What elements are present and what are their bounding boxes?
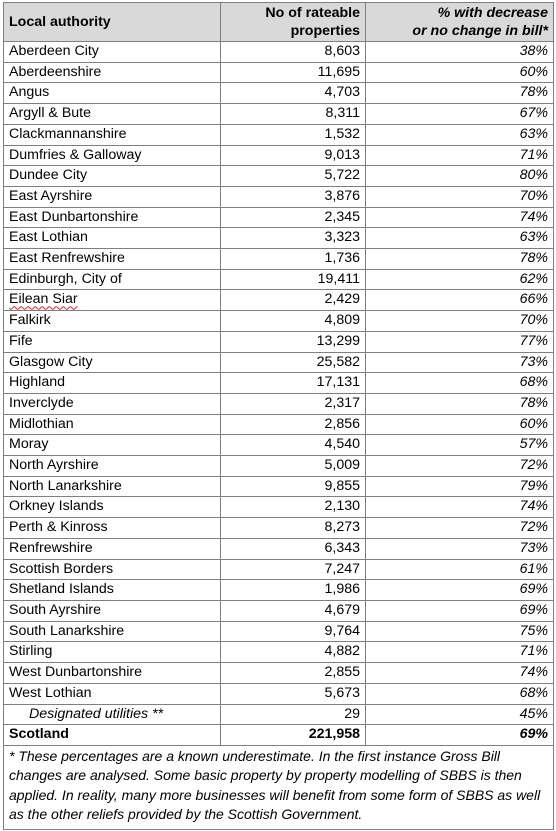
properties-cell [221,62,366,83]
pct-cell [366,228,554,249]
authority-cell-text: Moray [9,436,49,453]
pct-cell-text: 60% [519,63,548,80]
authority-cell-text: South Lanarkshire [9,622,125,639]
properties-cell [221,42,366,63]
pct-cell-text: 75% [519,622,548,639]
authority-cell-text: Glasgow City [9,353,93,370]
authority-cell-text: Midlothian [9,415,74,432]
authority-cell-text: Inverclyde [9,394,74,411]
properties-cell [221,497,366,518]
properties-cell-text: 2,130 [324,498,360,515]
authority-cell [4,331,221,352]
authority-cell-text: Highland [9,374,66,391]
pct-cell-text: 78% [519,84,548,101]
properties-cell-text: 5,722 [324,167,360,184]
properties-cell-text: 25,582 [316,353,360,370]
pct-cell [366,83,554,104]
properties-cell-text: 1,986 [324,581,360,598]
properties-cell [221,166,366,187]
authority-cell [4,476,221,497]
pct-cell-text: 57% [519,436,548,453]
header-pct-decrease: % with decrease or no change in bill* [366,3,554,42]
authority-cell [4,311,221,332]
pct-cell [366,476,554,497]
authority-cell [4,228,221,249]
authority-cell-text: Edinburgh, City of [9,270,122,287]
pct-cell [366,600,554,621]
table-row [4,435,554,456]
properties-cell-text: 8,603 [324,43,360,59]
properties-cell [221,663,366,684]
properties-cell [221,207,366,228]
properties-cell-text: 1,736 [324,250,360,267]
header-rateable-properties: No of rateable properties [221,3,366,42]
authority-cell-text: Aberdeenshire [9,63,102,80]
authority-cell-text: Aberdeen City [9,43,99,59]
properties-cell-text: 5,673 [324,684,360,701]
properties-cell [221,642,366,663]
pct-cell [366,497,554,518]
authority-cell [4,538,221,559]
authority-cell [4,683,221,704]
table-row [4,83,554,104]
authority-cell-text: North Ayrshire [9,457,99,474]
properties-cell [221,600,366,621]
authority-cell-text: North Lanarkshire [9,477,122,494]
properties-cell-text: 9,855 [324,477,360,494]
pct-cell [366,269,554,290]
authority-cell-text: Shetland Islands [9,581,114,598]
properties-cell [221,559,366,580]
table-row [4,166,554,187]
authority-cell [4,497,221,518]
authority-cell-text: West Lothian [9,684,92,701]
authority-cell [4,600,221,621]
table-row [4,414,554,435]
table-row [4,228,554,249]
pct-cell [366,518,554,539]
pct-cell [366,166,554,187]
properties-cell [221,311,366,332]
pct-cell [366,559,554,580]
pct-cell-text: 80% [519,167,548,184]
table-row [4,186,554,207]
properties-cell-text: 17,131 [316,374,360,391]
table-row [4,621,554,642]
table-row [4,124,554,145]
authority-cell-text: Eilean Siar [9,291,78,308]
table-row [4,538,554,559]
pct-cell [366,311,554,332]
authority-cell [4,124,221,145]
table-row [4,269,554,290]
properties-cell [221,518,366,539]
table-row [4,42,554,63]
properties-cell-text: 29 [344,705,360,722]
authority-cell-text: Angus [9,84,50,101]
properties-cell [221,538,366,559]
properties-cell [221,352,366,373]
properties-cell [221,435,366,456]
pct-cell [366,104,554,125]
footnote: * These percentages are a known underestimate. In the first instance Gross Bill changes are analysed. Some basic property by property modelling of SBBS is then applied. In reality, many more businesses will benefit from some form of SBBS as well as the other reliefs provided by the Scottish Government. [3,746,554,830]
properties-cell [221,249,366,270]
authority-cell [4,414,221,435]
pct-cell-text: 66% [519,291,548,308]
properties-cell [221,124,366,145]
authority-cell-text: Perth & Kinross [9,519,108,536]
pct-cell-text: 62% [519,270,548,287]
pct-cell-text: 78% [519,394,548,411]
pct-cell-text: 70% [519,187,548,204]
pct-cell-text: 74% [519,498,548,515]
pct-cell-text: 45% [519,705,548,722]
rates-table [3,2,554,746]
pct-cell [366,393,554,414]
properties-cell-text: 11,695 [317,63,360,80]
pct-cell-text: 74% [519,664,548,681]
properties-cell-text: 2,855 [324,664,360,681]
pct-cell-text: 74% [519,208,548,225]
pct-cell [366,124,554,145]
pct-cell-text: 60% [519,415,548,432]
authority-cell [4,83,221,104]
table-row [4,62,554,83]
pct-cell-text: 78% [519,250,548,267]
properties-cell-text: 9,764 [324,622,360,639]
authority-cell [4,725,221,746]
authority-cell-text: South Ayrshire [9,601,102,618]
authority-cell [4,642,221,663]
table-header-row [4,3,554,42]
pct-cell [366,352,554,373]
pct-cell [366,538,554,559]
table-body [4,42,554,746]
properties-cell [221,476,366,497]
pct-cell-text: 72% [519,519,548,536]
authority-cell-text: Falkirk [9,312,51,329]
properties-cell-text: 2,317 [324,394,360,411]
pct-cell-text: 68% [519,684,548,701]
properties-cell-text: 2,429 [324,291,360,308]
properties-cell-text: 5,009 [324,457,360,474]
properties-cell [221,186,366,207]
pct-cell [366,186,554,207]
table-row [4,393,554,414]
authority-cell-text: Stirling [9,643,53,660]
authority-cell [4,104,221,125]
authority-cell-text: Orkney Islands [9,498,104,515]
authority-cell [4,704,221,725]
authority-cell [4,435,221,456]
table-row [4,704,554,725]
properties-cell [221,83,366,104]
pct-cell [366,62,554,83]
pct-cell [366,580,554,601]
pct-cell [366,621,554,642]
properties-cell [221,393,366,414]
properties-cell [221,621,366,642]
table-row [4,104,554,125]
authority-cell [4,456,221,477]
table-row [4,249,554,270]
pct-cell-text: 63% [519,229,548,246]
authority-cell [4,663,221,684]
authority-cell-text: East Ayrshire [9,187,93,204]
table-row [4,352,554,373]
authority-cell [4,207,221,228]
pct-cell [366,435,554,456]
pct-cell-text: 38% [519,43,548,59]
pct-cell-text: 69% [519,601,548,618]
properties-cell-text: 4,679 [324,601,360,618]
authority-cell-text: Scottish Borders [9,560,114,577]
properties-cell [221,704,366,725]
pct-cell [366,42,554,63]
authority-cell-text: Argyll & Bute [9,105,92,122]
properties-cell-text: 19,411 [317,270,360,287]
pct-cell [366,249,554,270]
pct-cell-text: 73% [519,539,548,556]
authority-cell [4,559,221,580]
pct-cell-text: 63% [519,125,548,142]
authority-cell-text: Dumfries & Galloway [9,146,142,163]
properties-cell-text: 8,311 [325,105,360,122]
pct-cell [366,207,554,228]
pct-cell [366,414,554,435]
table-row [4,456,554,477]
table-row [4,642,554,663]
properties-cell-text: 4,703 [324,84,360,101]
authority-cell-text: Renfrewshire [9,539,93,556]
properties-cell-text: 9,013 [324,146,360,163]
rates-table-container [3,2,553,830]
pct-cell [366,290,554,311]
authority-cell-text: East Lothian [9,229,88,246]
table-row [4,207,554,228]
pct-cell-text: 69% [519,726,548,743]
table-row [4,331,554,352]
authority-cell [4,269,221,290]
authority-cell-text: East Renfrewshire [9,250,125,267]
properties-cell [221,725,366,746]
pct-cell [366,456,554,477]
pct-cell-text: 72% [519,457,548,474]
properties-cell-text: 4,540 [324,436,360,453]
authority-cell-text: East Dunbartonshire [9,208,139,225]
table-row [4,145,554,166]
table-row [4,497,554,518]
pct-cell-text: 77% [519,332,548,349]
authority-cell [4,352,221,373]
pct-cell-text: 61% [519,560,548,577]
pct-cell [366,145,554,166]
properties-cell-text: 8,273 [324,519,360,536]
pct-cell-text: 79% [519,477,548,494]
authority-cell-text: West Dunbartonshire [9,664,143,681]
authority-cell [4,42,221,63]
table-row [4,663,554,684]
pct-cell [366,331,554,352]
total-row [4,725,554,746]
pct-cell-text: 69% [519,581,548,598]
table-row [4,476,554,497]
properties-cell [221,104,366,125]
properties-cell [221,683,366,704]
properties-cell-text: 3,876 [324,187,360,204]
properties-cell-text: 221,958 [308,726,360,743]
table-row [4,518,554,539]
pct-cell [366,704,554,725]
properties-cell-text: 2,856 [324,415,360,432]
pct-cell-text: 71% [519,146,548,163]
pct-cell [366,642,554,663]
authority-cell [4,166,221,187]
table-row [4,559,554,580]
properties-cell [221,269,366,290]
authority-cell [4,393,221,414]
authority-cell-text: Designated utilities ** [29,705,164,722]
authority-cell [4,62,221,83]
authority-cell-text: Scotland [9,726,69,743]
authority-cell-text: Dundee City [9,167,88,184]
pct-cell [366,373,554,394]
pct-cell-text: 68% [519,374,548,391]
authority-cell [4,145,221,166]
properties-cell-text: 1,532 [324,125,360,142]
properties-cell-text: 13,299 [316,332,360,349]
properties-cell [221,414,366,435]
properties-cell [221,145,366,166]
properties-cell [221,373,366,394]
properties-cell-text: 4,809 [324,312,360,329]
properties-cell-text: 6,343 [324,539,360,556]
pct-cell-text: 73% [519,353,548,370]
properties-cell [221,228,366,249]
table-row [4,311,554,332]
authority-cell [4,621,221,642]
properties-cell-text: 4,882 [324,643,360,660]
authority-cell-text: Fife [9,332,33,349]
pct-cell-text: 71% [519,643,548,660]
pct-cell [366,683,554,704]
pct-cell [366,663,554,684]
authority-cell [4,290,221,311]
properties-cell [221,331,366,352]
header-local-authority: Local authority [4,3,221,42]
properties-cell-text: 3,323 [324,229,360,246]
table-row [4,600,554,621]
properties-cell [221,580,366,601]
authority-cell [4,186,221,207]
properties-cell [221,290,366,311]
authority-cell [4,249,221,270]
authority-cell-text: Clackmannanshire [9,125,127,142]
properties-cell-text: 2,345 [324,208,360,225]
table-row [4,290,554,311]
authority-cell [4,373,221,394]
table-row [4,683,554,704]
properties-cell-text: 7,247 [324,560,360,577]
pct-cell [366,725,554,746]
authority-cell [4,580,221,601]
table-row [4,373,554,394]
properties-cell [221,456,366,477]
authority-cell [4,518,221,539]
pct-cell-text: 67% [519,105,548,122]
pct-cell-text: 70% [519,312,548,329]
table-row [4,580,554,601]
